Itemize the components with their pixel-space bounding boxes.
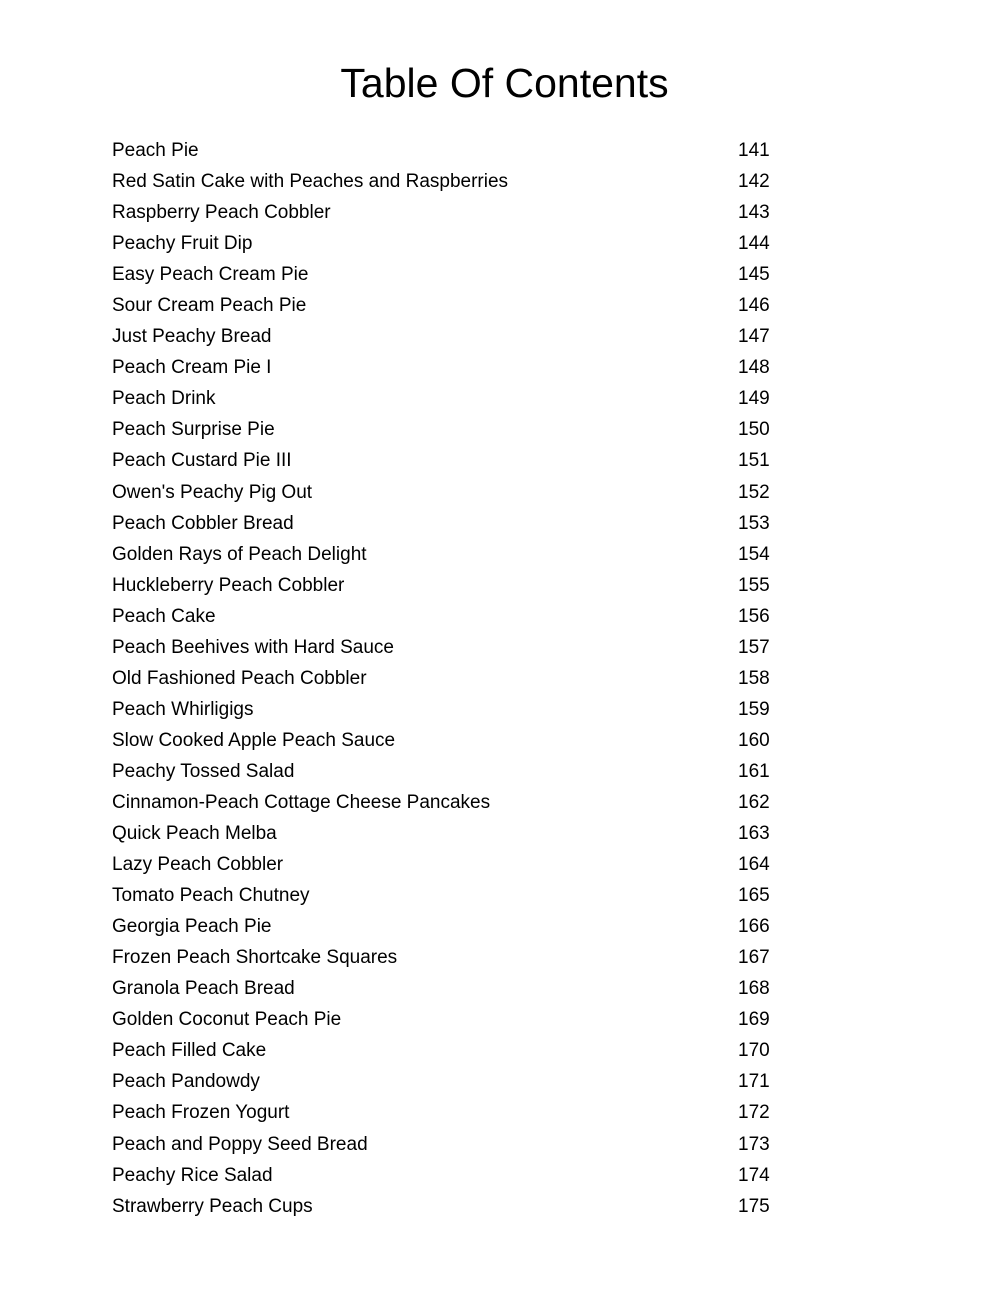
toc-entry-title: Slow Cooked Apple Peach Sauce — [112, 729, 396, 751]
toc-entry-page: 174 — [738, 1164, 770, 1186]
toc-entry[interactable] — [112, 292, 792, 323]
toc-entry-title: Peach Pandowdy — [112, 1071, 260, 1093]
toc-entry-title: Peach Surprise Pie — [112, 419, 275, 441]
toc-entry-title: Granola Peach Bread — [112, 978, 295, 1000]
toc-entry[interactable] — [112, 323, 792, 354]
toc-entry-page: 142 — [738, 171, 770, 193]
toc-entry[interactable] — [112, 510, 792, 541]
toc-entry-page: 149 — [738, 388, 770, 410]
toc-entry-page: 164 — [738, 854, 770, 876]
toc-entry[interactable] — [112, 1006, 792, 1037]
toc-entry-page: 144 — [738, 233, 770, 255]
toc-entry[interactable] — [112, 385, 792, 416]
toc-entry[interactable] — [112, 944, 792, 975]
toc-entry[interactable] — [112, 851, 792, 882]
toc-entry-title: Red Satin Cake with Peaches and Raspberries — [112, 171, 509, 193]
toc-entry-title: Peachy Tossed Salad — [112, 760, 295, 782]
toc-entry[interactable] — [112, 913, 792, 944]
toc-entry[interactable] — [112, 727, 792, 758]
toc-entry-title: Owen's Peachy Pig Out — [112, 481, 313, 503]
toc-entry-title: Peachy Fruit Dip — [112, 233, 253, 255]
toc-entry-title: Peach Beehives with Hard Sauce — [112, 636, 394, 658]
toc-entry[interactable] — [112, 665, 792, 696]
toc-list — [112, 137, 792, 1224]
toc-entry[interactable] — [112, 354, 792, 385]
toc-entry-page: 161 — [738, 760, 770, 782]
toc-entry-title: Tomato Peach Chutney — [112, 885, 310, 907]
toc-entry-title: Cinnamon-Peach Cottage Cheese Pancakes — [112, 791, 491, 813]
toc-entry-title: Peach Whirligigs — [112, 698, 254, 720]
toc-entry-title: Peach Frozen Yogurt — [112, 1102, 290, 1124]
toc-entry-title: Peach and Poppy Seed Bread — [112, 1133, 368, 1155]
toc-entry-page: 165 — [738, 885, 770, 907]
toc-entry[interactable] — [112, 696, 792, 727]
toc-entry[interactable] — [112, 572, 792, 603]
page-title: Table Of Contents — [340, 60, 669, 106]
toc-entry-title: Quick Peach Melba — [112, 823, 277, 845]
toc-entry[interactable] — [112, 758, 792, 789]
toc-entry-page: 159 — [738, 698, 770, 720]
toc-entry[interactable] — [112, 1162, 792, 1193]
toc-entry-page: 156 — [738, 605, 770, 627]
toc-entry-page: 141 — [738, 140, 770, 161]
toc-entry-page: 170 — [738, 1040, 770, 1062]
toc-entry[interactable] — [112, 137, 792, 168]
toc-entry[interactable] — [112, 199, 792, 230]
toc-entry-title: Peach Cream Pie I — [112, 357, 272, 379]
toc-entry-title: Georgia Peach Pie — [112, 916, 272, 938]
toc-entry-title: Lazy Peach Cobbler — [112, 854, 284, 876]
toc-entry-title: Peach Cake — [112, 605, 216, 627]
toc-entry-page: 172 — [738, 1102, 770, 1124]
toc-entry-page: 175 — [738, 1195, 770, 1217]
toc-entry[interactable] — [112, 416, 792, 447]
toc-entry-page: 148 — [738, 357, 770, 379]
toc-entry[interactable] — [112, 603, 792, 634]
toc-entry[interactable] — [112, 789, 792, 820]
toc-entry-title: Frozen Peach Shortcake Squares — [112, 947, 398, 969]
toc-entry[interactable] — [112, 1037, 792, 1068]
toc-entry[interactable] — [112, 882, 792, 913]
toc-entry[interactable] — [112, 1068, 792, 1099]
toc-entry[interactable] — [112, 261, 792, 292]
toc-entry-title: Sour Cream Peach Pie — [112, 295, 307, 317]
toc-entry[interactable] — [112, 975, 792, 1006]
toc-entry-title: Peach Pie — [112, 140, 199, 161]
toc-entry-page: 145 — [738, 264, 770, 286]
toc-entry-page: 153 — [738, 512, 770, 534]
toc-entry[interactable] — [112, 1131, 792, 1162]
toc-entry[interactable] — [112, 479, 792, 510]
toc-entry-page: 146 — [738, 295, 770, 317]
toc-entry-page: 147 — [738, 326, 770, 348]
toc-entry-page: 157 — [738, 636, 770, 658]
toc-entry[interactable] — [112, 447, 792, 478]
toc-entry-title: Peach Custard Pie III — [112, 450, 292, 472]
toc-entry-title: Peachy Rice Salad — [112, 1164, 273, 1186]
toc-entry-page: 151 — [738, 450, 770, 472]
toc-entry-page: 168 — [738, 978, 770, 1000]
toc-entry-page: 173 — [738, 1133, 770, 1155]
toc-entry[interactable] — [112, 820, 792, 851]
toc-entry-title: Peach Filled Cake — [112, 1040, 267, 1062]
toc-entry-page: 167 — [738, 947, 770, 969]
toc-entry[interactable] — [112, 634, 792, 665]
toc-entry-page: 169 — [738, 1009, 770, 1031]
toc-entry-title: Raspberry Peach Cobbler — [112, 202, 331, 224]
toc-entry-page: 171 — [738, 1071, 770, 1093]
toc-entry-title: Golden Rays of Peach Delight — [112, 543, 367, 565]
toc-entry-title: Peach Cobbler Bread — [112, 512, 294, 534]
toc-entry-title: Old Fashioned Peach Cobbler — [112, 667, 367, 689]
toc-entry-title: Easy Peach Cream Pie — [112, 264, 309, 286]
toc-entry-title: Peach Drink — [112, 388, 216, 410]
toc-entry-page: 152 — [738, 481, 770, 503]
toc-entry[interactable] — [112, 1099, 792, 1130]
toc-entry[interactable] — [112, 230, 792, 261]
toc-entry-title: Huckleberry Peach Cobbler — [112, 574, 345, 596]
toc-entry-page: 155 — [738, 574, 770, 596]
toc-entry-title: Strawberry Peach Cups — [112, 1195, 313, 1217]
toc-entry-page: 154 — [738, 543, 770, 565]
toc-entry-page: 166 — [738, 916, 770, 938]
toc-entry-page: 150 — [738, 419, 770, 441]
toc-entry-title: Golden Coconut Peach Pie — [112, 1009, 342, 1031]
toc-entry-page: 160 — [738, 729, 770, 751]
toc-entry-title: Just Peachy Bread — [112, 326, 272, 348]
toc-entry-page: 158 — [738, 667, 770, 689]
toc-entry-page: 162 — [738, 791, 770, 813]
toc-entry[interactable] — [112, 168, 792, 199]
toc-entry-page: 163 — [738, 823, 770, 845]
toc-entry[interactable] — [112, 1193, 792, 1224]
toc-entry-page: 143 — [738, 202, 770, 224]
toc-entry[interactable] — [112, 541, 792, 572]
